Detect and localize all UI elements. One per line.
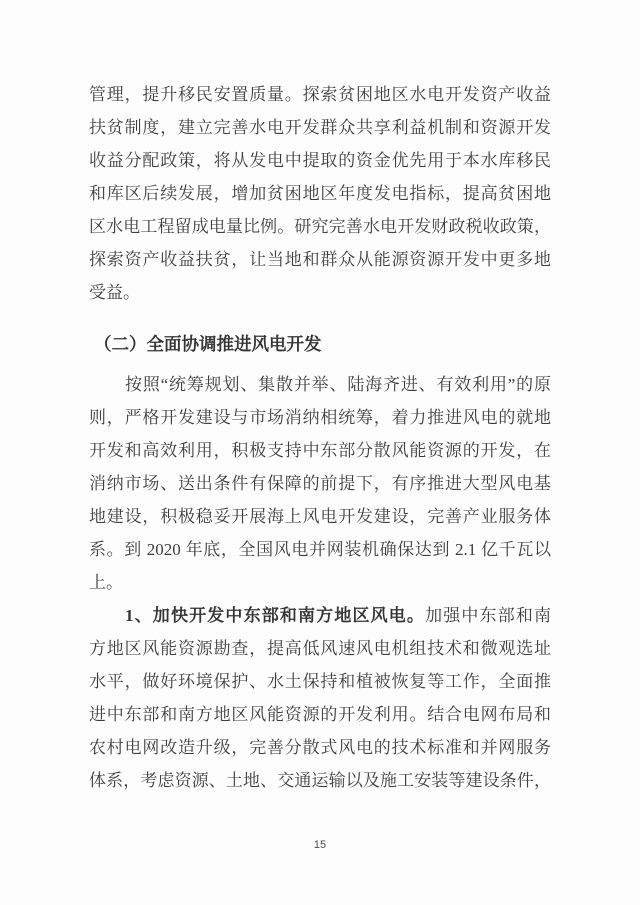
text-line: 系。到 2020 年底，全国风电并网装机确保达到 2.1 亿千瓦以 [89,540,551,559]
text-line: 农村电网改造升级，完善分散式风电的技术标准和并网服务 [89,738,551,757]
text-line: 按照“统筹规划、集散并举、陆海齐进、有效利用”的原 [125,375,551,394]
text-line: 和库区后续发展，增加贫困地区年度发电指标，提高贫困地 [89,184,551,203]
text-line: 进中东部和南方地区风能资源的开发利用。结合电网布局和 [89,705,551,724]
section-heading: （二）全面协调推进风电开发 [94,334,322,354]
paragraph-2 [89,368,551,599]
text-run: 加强中东部和南 [425,606,551,625]
item-number-lead: 1、加快开发中东部和南方地区风电。 [125,606,426,625]
text-line: 扶贫制度，建立完善水电开发群众共享利益机制和资源开发 [89,118,551,137]
page-number: 15 [313,839,327,851]
paragraph-3 [89,599,551,797]
text-line: 收益分配政策，将从发电中提取的资金优先用于本水库移民 [89,151,551,170]
text-line: 受益。 [89,283,140,302]
text-line [89,599,551,632]
text-line: 则，严格开发建设与市场消纳相统筹，着力推进风电的就地 [89,408,551,427]
text-line: 地建设，积极稳妥开展海上风电开发建设，完善产业服务体 [89,507,551,526]
text-line: 水平，做好环境保护、水土保持和植被恢复等工作，全面推 [89,672,551,691]
text-block [89,78,551,797]
text-line: 上。 [89,573,123,592]
text-line: 消纳市场、送出条件有保障的前提下，有序推进大型风电基 [89,474,551,493]
text-line: 开发和高效利用，积极支持中东部分散风能资源的开发，在 [89,441,551,460]
text-line: 探索资产收益扶贫，让当地和群众从能源资源开发中更多地 [89,250,551,269]
paragraph-1 [89,78,551,309]
text-line: 区水电工程留成电量比例。研究完善水电开发财政税收政策， [89,217,551,236]
text-line: 管理，提升移民安置质量。探索贫困地区水电开发资产收益 [89,85,551,104]
text-line: 体系，考虑资源、土地、交通运输以及施工安装等建设条件， [89,771,551,790]
text-line: 方地区风能资源勘查，提高低风速风电机组技术和微观选址 [89,639,551,658]
